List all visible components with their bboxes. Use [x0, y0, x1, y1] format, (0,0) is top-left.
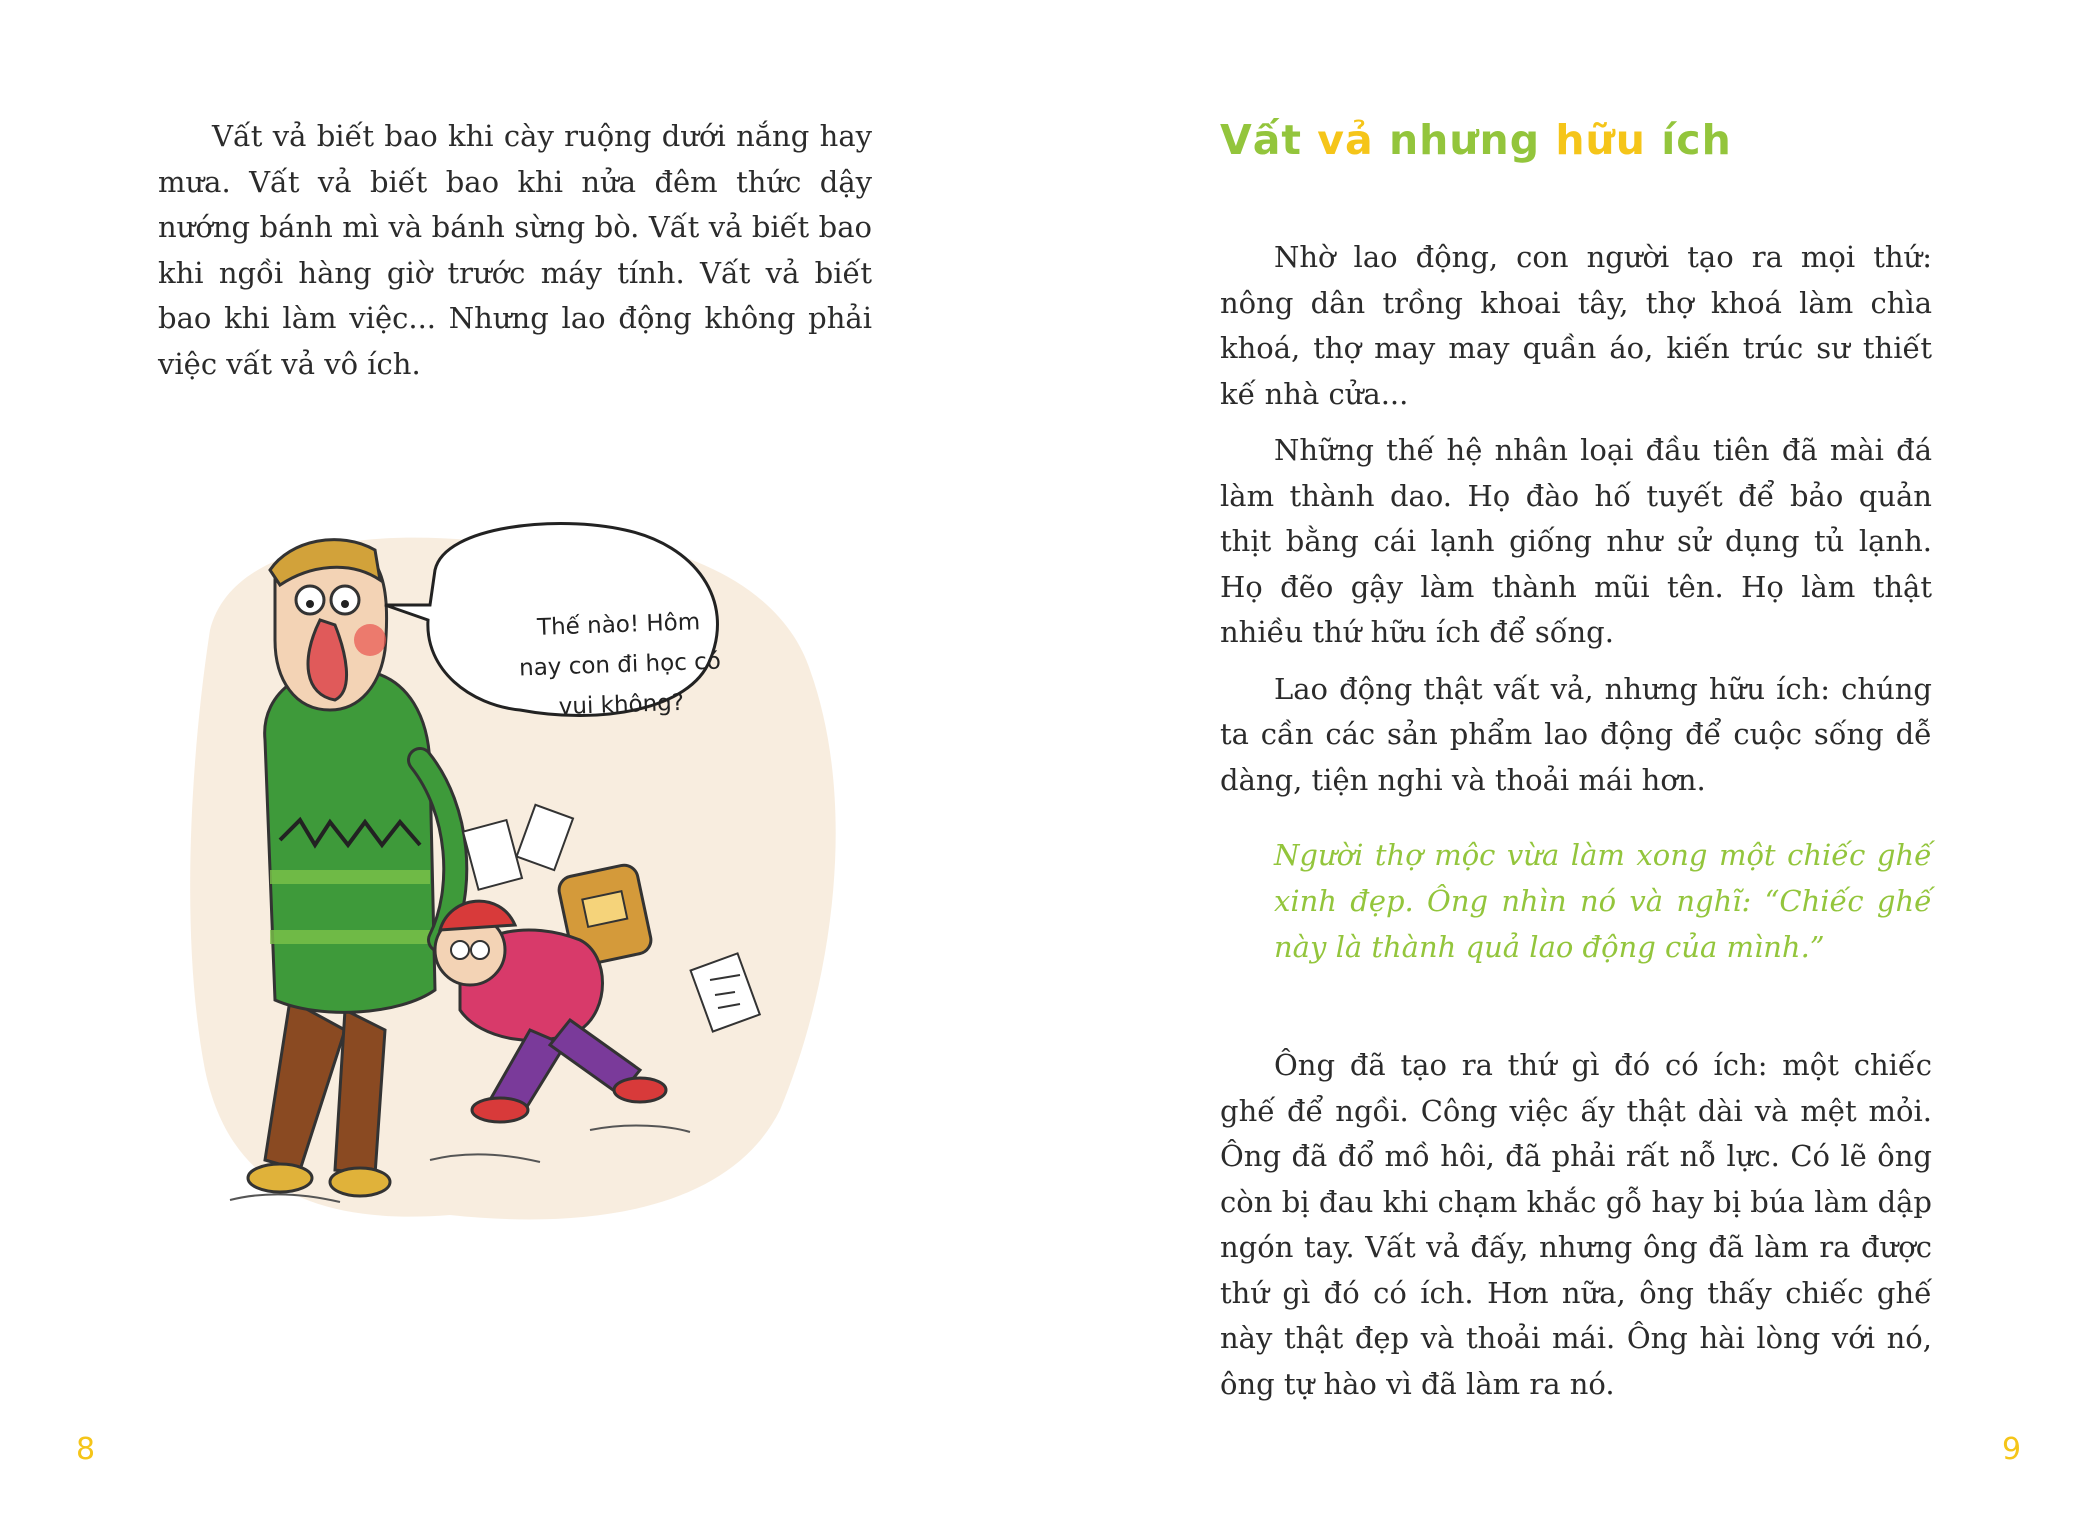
carpenter-quote: Người thợ mộc vừa làm xong một chiếc ghế xinh đẹp. Ông nhìn nó và nghĩ: “Chiếc ghế này là thành quả lao động của mình.”: [1274, 838, 1932, 964]
body-paragraph-3: Lao động thật vất vả, nhưng hữu ích: chúng ta cần các sản phẩm lao động để cuộc sống dễ dàng, tiện nghi và thoải mái hơn.: [1220, 671, 1932, 797]
page-number-left: 8: [76, 1432, 96, 1467]
body-paragraph-2: Những thế hệ nhân loại đầu tiên đã mài đá làm thành dao. Họ đào hố tuyết để bảo quản thịt bằng cái lạnh giống như sử dụng tủ lạnh. Họ đẽo gậy làm thành mũi tên. Họ làm thật nhiều thứ hữu ích để sống.: [1220, 433, 1932, 649]
page-number-right: 9: [2002, 1432, 2022, 1467]
title-word-3: nhưng: [1388, 116, 1541, 164]
closing-section: [1220, 1043, 1932, 1407]
title-word-5: ích: [1661, 116, 1732, 164]
body-paragraph-1: Nhờ lao động, con người tạo ra mọi thứ: nông dân trồng khoai tây, thợ khoá làm chìa khoá, thợ may may quần áo, kiến trúc sư thiết kế nhà cửa...: [1220, 240, 1932, 411]
right-page: [1039, 0, 2078, 1528]
title-word-4: hữu: [1555, 116, 1646, 164]
left-paragraph: Vất vả biết bao khi cày ruộng dưới nắng hay mưa. Vất vả biết bao khi nửa đêm thức dậy nướng bánh mì và bánh sừng bò. Vất vả biết bao khi ngồi hàng giờ trước máy tính. Vất vả biết bao khi làm việc... Nhưng lao động không phải việc vất vả vô ích.: [158, 119, 872, 381]
closing-paragraph: Ông đã tạo ra thứ gì đó có ích: một chiếc ghế để ngồi. Công việc ấy thật dài và mệt mỏi. Ông đã đổ mồ hôi, đã phải rất nỗ lực. Có lẽ ông còn bị đau khi chạm khắc gỗ hay bị búa làm dập ngón tay. Vất vả đấy, nhưng ông đã làm ra được thứ gì đó có ích. Hơn nữa, ông thấy chiếc ghế này thật đẹp và thoải mái. Ông hài lòng với nó, ông tự hào vì đã làm ra nó.: [1220, 1048, 1932, 1401]
father-and-child-illustration: [170, 510, 870, 1250]
speech-bubble-text: Thế nào! Hôm nay con đi học có vui không?: [518, 609, 722, 721]
title-word-2: vả: [1317, 116, 1374, 164]
section-title: [1220, 116, 1732, 164]
right-body: [1220, 235, 1932, 814]
title-word-1: Vất: [1220, 116, 1302, 164]
